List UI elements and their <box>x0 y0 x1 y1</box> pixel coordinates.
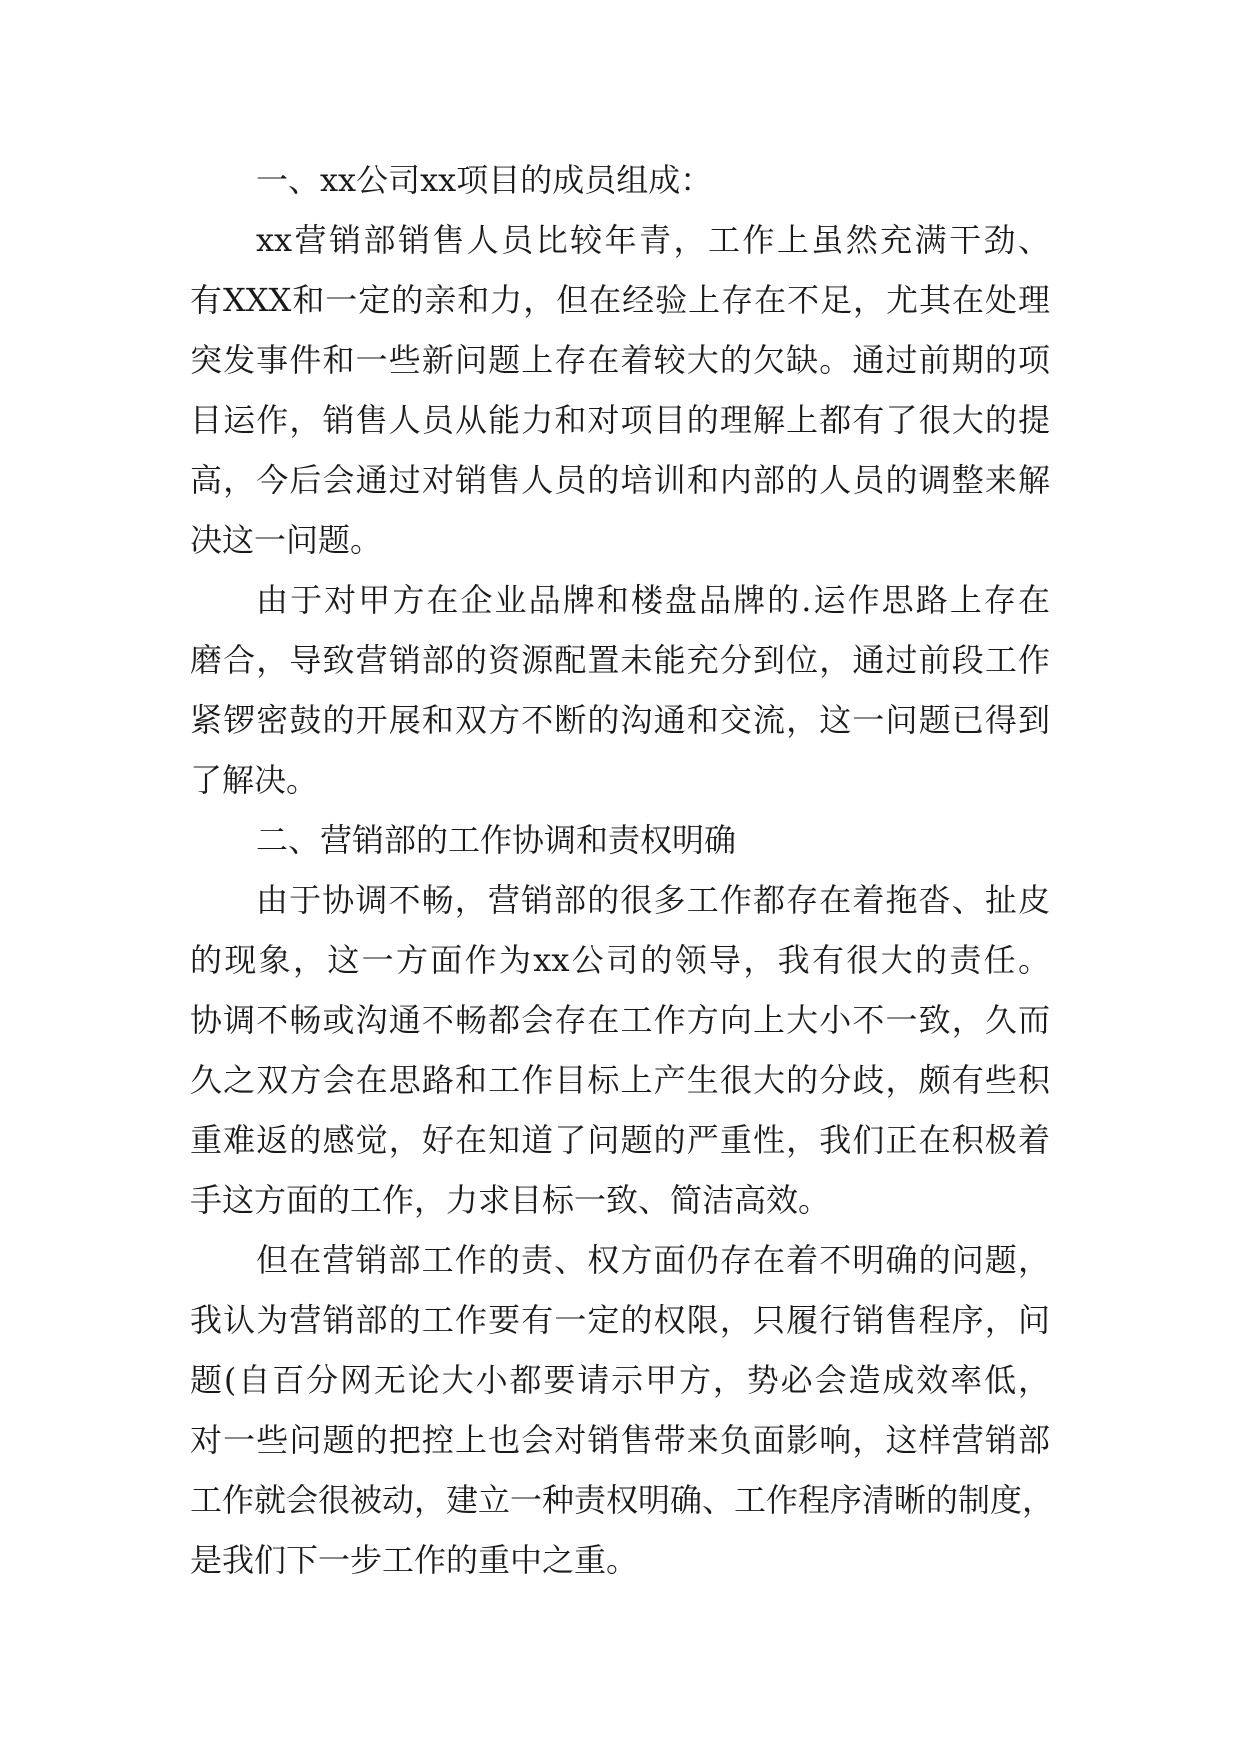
paragraph-line: 是我们下一步工作的重中之重。 <box>190 1541 639 1579</box>
paragraph-line: 磨合，导致营销部的资源配置未能充分到位，通过前段工作 <box>190 641 1050 679</box>
paragraph-line: 题(自百分网无论大小都要请示甲方，势必会造成效率低， <box>190 1361 1050 1399</box>
paragraph-line: 了解决。 <box>190 761 319 799</box>
paragraph-4 <box>190 1230 1055 1590</box>
paragraph-line: 我认为营销部的工作要有一定的权限，只履行销售程序，问 <box>190 1301 1050 1339</box>
paragraph-line: 目运作，销售人员从能力和对项目的理解上都有了很大的提 <box>190 401 1050 439</box>
paragraph-line: 突发事件和一些新问题上存在着较大的欠缺。通过前期的项 <box>190 341 1050 379</box>
paragraph-line: 由于协调不畅，营销部的很多工作都存在着拖沓、扯皮 <box>256 881 1050 919</box>
paragraph-line: 紧锣密鼓的开展和双方不断的沟通和交流，这一问题已得到 <box>190 701 1050 739</box>
paragraph-line: xx营销部销售人员比较年青，工作上虽然充满干劲、 <box>256 221 1050 259</box>
section-heading-2: 二、营销部的工作协调和责权明确 <box>256 821 737 859</box>
paragraph-line: 决这一问题。 <box>190 521 383 559</box>
paragraph-line: 重难返的感觉，好在知道了问题的严重性，我们正在积极着 <box>190 1121 1050 1159</box>
paragraph-line: 的现象，这一方面作为xx公司的领导，我有很大的责任。 <box>190 941 1050 979</box>
section-heading-1: 一、xx公司xx项目的成员组成： <box>256 161 713 199</box>
paragraph-line: 久之双方会在思路和工作目标上产生很大的分歧，颇有些积 <box>190 1061 1050 1099</box>
paragraph-line: 有XXX和一定的亲和力，但在经验上存在不足，尤其在处理 <box>190 281 1050 319</box>
paragraph-1 <box>190 210 1050 570</box>
document-body <box>190 150 1055 1590</box>
paragraph-line: 但在营销部工作的责、权方面仍存在着不明确的问题， <box>256 1241 1050 1279</box>
paragraph-line: 手这方面的工作，力求目标一致、简洁高效。 <box>190 1181 831 1219</box>
paragraph-2 <box>190 570 1050 810</box>
paragraph-3 <box>190 870 1050 1230</box>
paragraph-line: 工作就会很被动，建立一种责权明确、工作程序清晰的制度， <box>190 1481 1055 1519</box>
paragraph-line: 由于对甲方在企业品牌和楼盘品牌的.运作思路上存在 <box>256 581 1050 619</box>
paragraph-line: 对一些问题的把控上也会对销售带来负面影响，这样营销部 <box>190 1421 1050 1459</box>
paragraph-line: 高，今后会通过对销售人员的培训和内部的人员的调整来解 <box>190 461 1050 499</box>
paragraph-line: 协调不畅或沟通不畅都会存在工作方向上大小不一致，久而 <box>190 1001 1050 1039</box>
